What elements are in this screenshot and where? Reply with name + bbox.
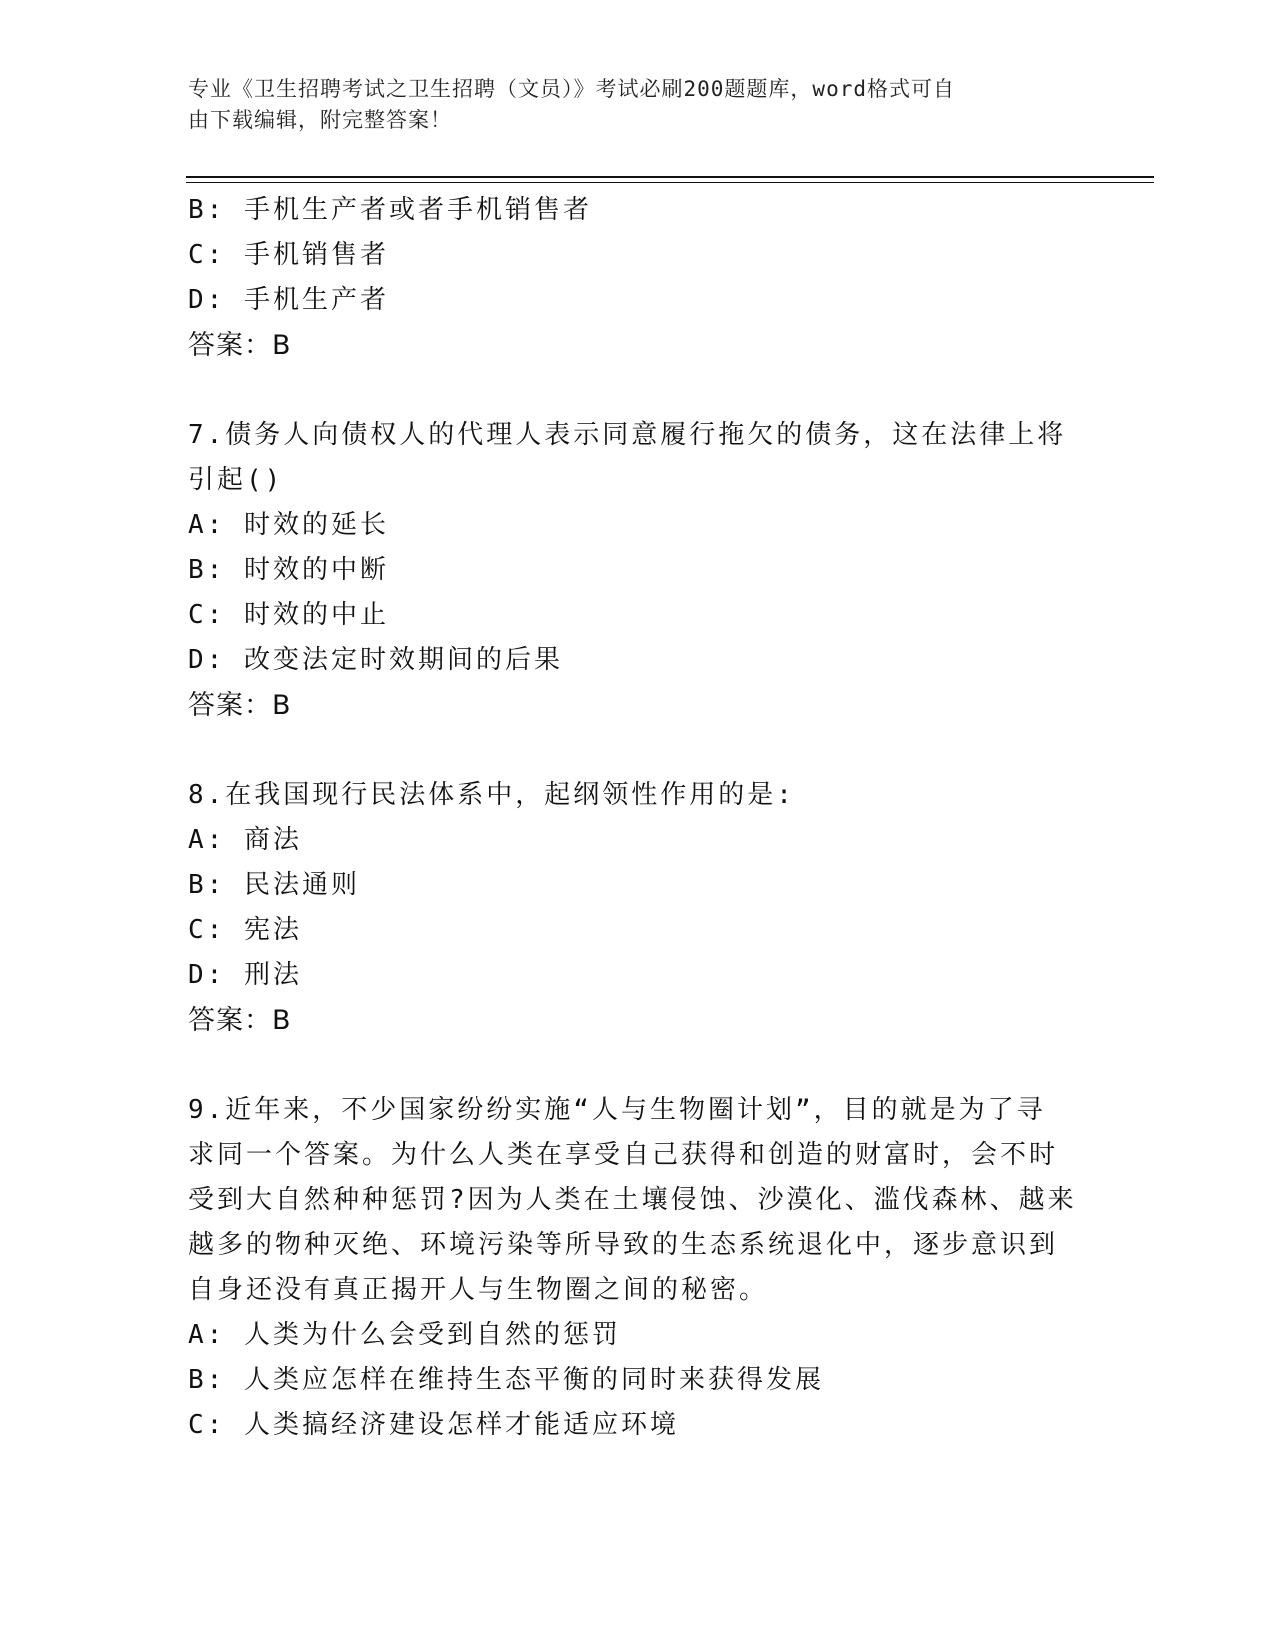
question-8: [188, 773, 1088, 1043]
q7-option-c: C: 时效的中止: [188, 600, 389, 630]
q9-option-a: A: 人类为什么会受到自然的惩罚: [188, 1320, 621, 1350]
q8-option-b: B: 民法通则: [188, 870, 360, 900]
q7-answer: 答案：B: [188, 690, 292, 721]
q9-stem-line-4: 越多的物种灭绝、环境污染等所导致的生态系统退化中，逐步意识到: [188, 1230, 1059, 1260]
q6-answer: 答案：B: [188, 330, 292, 361]
q7-option-d: D: 改变法定时效期间的后果: [188, 645, 563, 675]
spacer: [188, 368, 1088, 413]
spacer: [188, 1043, 1088, 1088]
q8-stem-line-1: 8.在我国现行民法体系中，起纲领性作用的是:: [188, 780, 795, 810]
q9-stem-line-1: 9.近年来，不少国家纷纷实施“人与生物圈计划”，目的就是为了寻: [188, 1095, 1046, 1125]
q7-stem-line-2: 引起(): [188, 465, 284, 495]
q9-stem-line-2: 求同一个答案。为什么人类在享受自己获得和创造的财富时，会不时: [188, 1140, 1059, 1170]
q9-option-c: C: 人类搞经济建设怎样才能适应环境: [188, 1410, 679, 1440]
q6-option-b: B: 手机生产者或者手机销售者: [188, 195, 592, 225]
q6-option-c: C: 手机销售者: [188, 240, 389, 270]
question-6: [188, 188, 1088, 368]
q6-option-d: D: 手机生产者: [188, 285, 389, 315]
header-rule-thin: [186, 182, 1154, 183]
q9-option-b: B: 人类应怎样在维持生态平衡的同时来获得发展: [188, 1365, 824, 1395]
header-rule-thick: [186, 176, 1154, 178]
q9-stem-line-3: 受到大自然种种惩罚?因为人类在土壤侵蚀、沙漠化、滥伐森林、越来: [188, 1185, 1077, 1215]
page-header: [188, 74, 1068, 136]
q8-option-d: D: 刑法: [188, 960, 302, 990]
q7-option-b: B: 时效的中断: [188, 555, 389, 585]
question-9: [188, 1088, 1088, 1448]
q9-stem-line-5: 自身还没有真正揭开人与生物圈之间的秘密。: [188, 1275, 769, 1305]
question-7: [188, 413, 1088, 728]
q8-option-a: A: 商法: [188, 825, 302, 855]
spacer: [188, 728, 1088, 773]
header-line-2: 由下载编辑，附完整答案！: [188, 108, 452, 132]
q7-option-a: A: 时效的延长: [188, 510, 389, 540]
q7-stem-line-1: 7.债务人向债权人的代理人表示同意履行拖欠的债务，这在法律上将: [188, 420, 1067, 450]
q8-answer: 答案：B: [188, 1005, 292, 1036]
q8-option-c: C: 宪法: [188, 915, 302, 945]
header-line-1: 专业《卫生招聘考试之卫生招聘（文员）》考试必刷200题题库，word格式可自: [188, 77, 955, 101]
question-content: [188, 188, 1088, 1448]
